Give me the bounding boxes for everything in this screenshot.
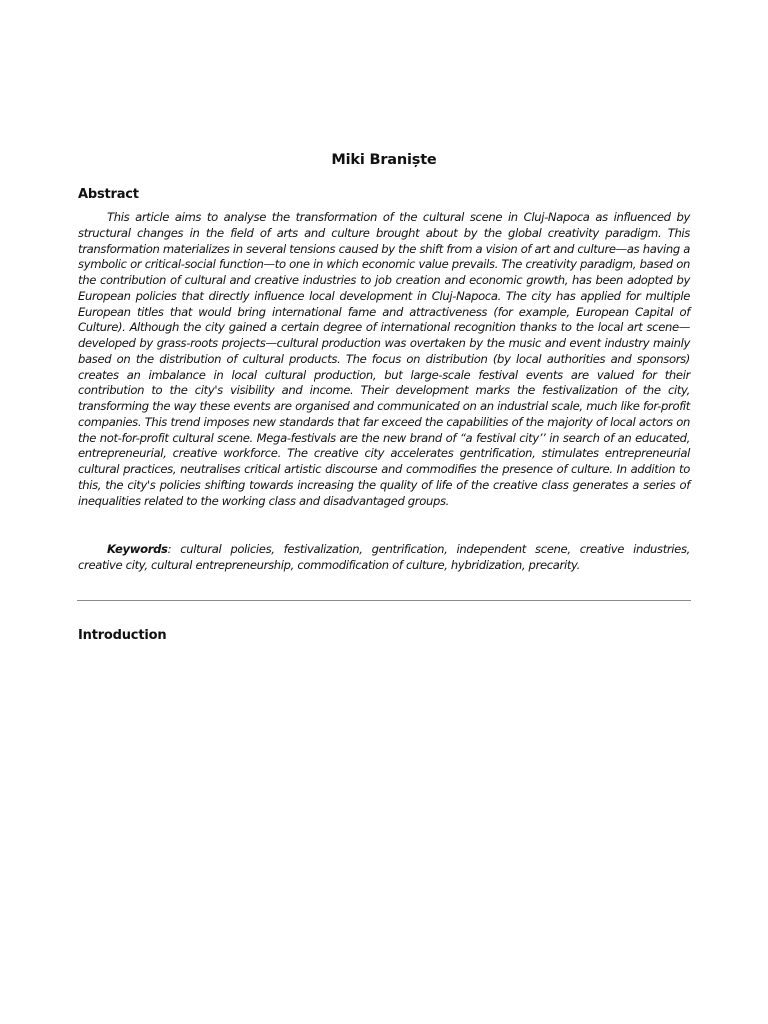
abstract-body: This article aims to analyse the transformation of the cultural scene in Cluj-Napoca as influenced by structural changes in the field of arts and culture brought about by the global creativity paradigm. This transformation materializes in several tensions caused by the shift from a vision of art and culture—as having a symbolic or critical-social function—to one in which economic value prevails. The creativity paradigm, based on the contribution of cultural and creative industries to job creation and economic growth, has been adopted by European policies that directly influence local development in Cluj-Napoca. The city has applied for multiple European titles that would bring international fame and attractiveness (for example, European Capital of Culture). Although the city gained a certain degree of international recognition thanks to the local art scene—developed by grass-roots projects—cultural production was overtaken by the music and event industry mainly based on the distribution of cultural products. The focus on distribution (by local authorities and sponsors) creates an imbalance in local cultural production, but large-scale festival events are valued for their contribution to the city's visibility and income. Their development marks the festivalization of the city, transforming the way these events are organised and communicated on an industrial scale, much like for-profit companies. This trend imposes new standards that far exceed the capabilities of the majority of local actors on the not-for-profit cultural scene. Mega-festivals are the new brand of “a festival city’’ in search of an educated, entrepreneurial, creative workforce. The creative city accelerates gentrification, stimulates entrepreneurial cultural practices, neutralises critical artistic discourse and commodifies the presence of culture. In addition to this, the city's policies shifting towards increasing the quality of life of the creative class generates a series of inequalities related to the working class and disadvantaged groups. [78, 210, 690, 508]
keywords-separator: : [167, 542, 172, 556]
keywords-paragraph [78, 542, 690, 574]
section-divider [77, 600, 691, 601]
author-name: Miki Braniște [331, 152, 437, 168]
introduction-heading: Introduction [78, 628, 167, 643]
abstract-heading: Abstract [78, 187, 139, 202]
keywords-label: Keywords [107, 542, 168, 556]
keywords-text: cultural policies, festivalization, gentrification, independent scene, creative industries, creative city, cultural entrepreneurship, commodification of culture, hybridization, precarity. [78, 542, 690, 572]
